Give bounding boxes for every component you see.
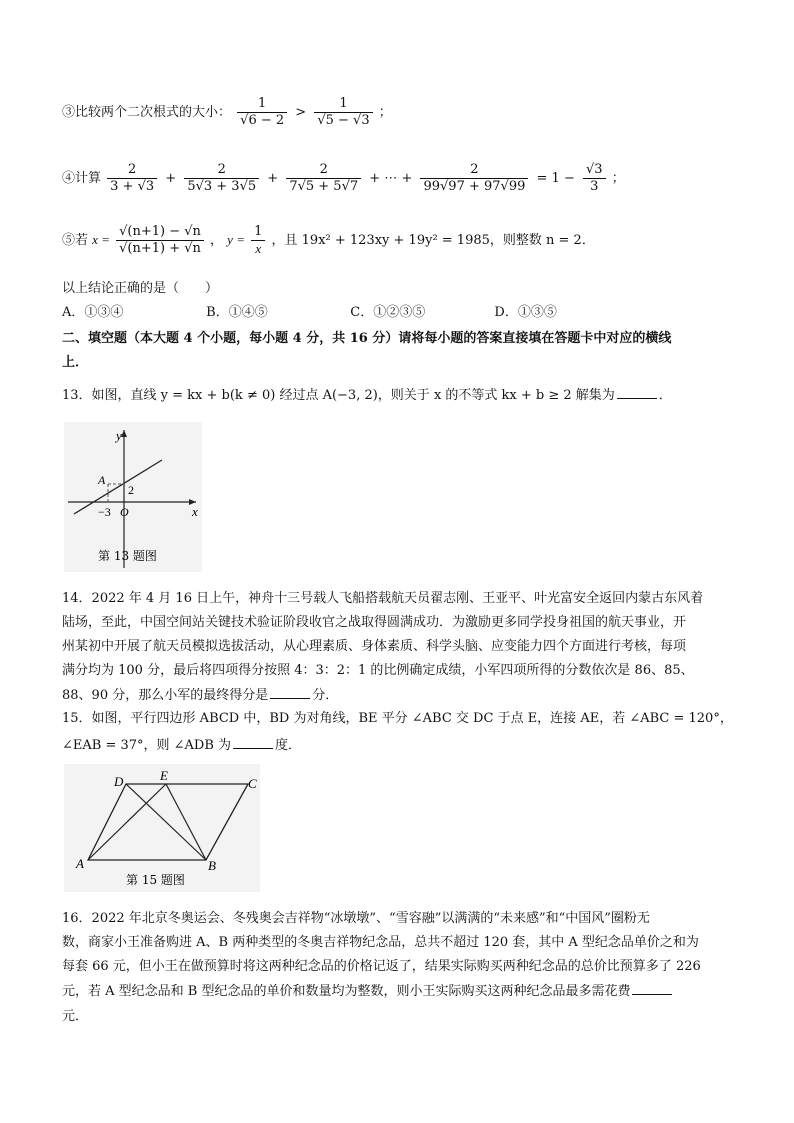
numerator: 1 xyxy=(237,96,287,113)
y-equals: y = xyxy=(227,232,245,247)
fraction xyxy=(286,162,361,195)
q16-line-5: 元． xyxy=(62,1009,89,1024)
q14-line-1: 14．2022 年 4 月 16 日上午，神舟十三号载人飞船搭载航天员翟志刚、王亚平、叶光富安全返回内蒙古东风着 xyxy=(62,591,704,606)
option-b[interactable]: B．①④⑤ xyxy=(206,305,268,320)
figure-13 xyxy=(64,422,202,572)
unit: 分． xyxy=(312,688,339,703)
q16-line-3: 每套 66 元，但小王在做预算时将这两种纪念品的价格记返了，结果实际购买两种纪念品的总价比预算多了 226 xyxy=(62,959,701,974)
q16-stem-end: 元，若 A 型纪念品和 B 型纪念品的单价和数量均为整数，则小王实际购买这两种纪念品最多需花费 xyxy=(62,984,631,999)
q16-line-1: 16．2022 年北京冬奥运会、冬残奥会吉祥物“冰墩墩”、“雪容融”以满满的“未来感”和“中国风”圈粉无 xyxy=(62,911,650,926)
q16-line-2: 数，商家小王准备购进 A、B 两种类型的冬奥吉祥物纪念品，总共不超过 120 套，其中 A 型纪念品单价之和为 xyxy=(62,935,699,950)
numerator: 1 xyxy=(314,96,372,113)
q13-stem: 13．如图，直线 y = kx + b(k ≠ 0) 经过点 A(−3, 2)，则关于 x 的不等式 kx + b ≥ 2 解集为 xyxy=(62,388,615,403)
denominator: √5 − √3 xyxy=(317,113,370,128)
q14-stem-end: 88、90 分，那么小军的最终得分是 xyxy=(62,688,269,703)
point-a-label: A xyxy=(98,473,106,487)
fraction xyxy=(184,162,259,195)
denominator: 3 + √3 xyxy=(110,179,155,194)
q14-line-5 xyxy=(62,686,338,705)
section-2-title-cont: 上． xyxy=(62,355,89,370)
item-5 xyxy=(62,224,595,257)
x-equals: x = xyxy=(92,232,110,247)
vertex-b-label: B xyxy=(208,858,216,873)
answer-blank[interactable] xyxy=(270,686,310,699)
condition-text: ，且 19x² + 123xy + 19y² = 1985，则整数 n = 2． xyxy=(271,233,595,248)
q14-line-3: 州某初中开展了航天员模拟选拔活动，从心理素质、身体素质、科学头脑、应变能力四个方面进行考核，每项 xyxy=(62,639,687,654)
figure-15-parallelogram xyxy=(64,764,260,892)
punct: ； xyxy=(378,105,392,120)
fraction xyxy=(107,162,157,195)
fraction xyxy=(237,96,287,129)
denominator: 7√5 + 5√7 xyxy=(289,179,359,194)
fraction xyxy=(420,162,528,195)
answer-blank[interactable] xyxy=(233,736,273,749)
x-axis-label: x xyxy=(192,504,198,519)
figure-15 xyxy=(64,764,260,892)
figure-13-graph xyxy=(64,422,202,572)
denominator: 99√97 + 97√99 xyxy=(423,179,526,194)
y-axis-label: y xyxy=(116,428,122,443)
vertex-a-label: A xyxy=(76,856,84,871)
q14-line-2: 陆场，至此，中国空间站关键技术验证阶段收官之战取得圆满成功．为激励更多同学投身祖国的航天事业，开 xyxy=(62,615,687,630)
item-4-label: ④计算 xyxy=(62,171,102,186)
option-a[interactable]: A．①③④ xyxy=(62,305,124,320)
origin-label: O xyxy=(120,505,129,519)
punct: ； xyxy=(611,171,625,186)
denominator: √(n+1) + √n xyxy=(119,241,201,256)
numerator: 2 xyxy=(184,162,259,179)
numerator: 2 xyxy=(286,162,361,179)
q16-line-4 xyxy=(62,982,674,1001)
item-5-label: ⑤若 xyxy=(62,233,89,248)
vertex-c-label: C xyxy=(248,776,257,791)
fraction xyxy=(251,224,265,257)
option-d[interactable]: D．①③⑤ xyxy=(494,305,557,320)
figure-13-caption: 第 13 题图 xyxy=(98,549,157,563)
punct: ， xyxy=(210,233,224,248)
tick-y-2: 2 xyxy=(128,483,134,497)
options-row xyxy=(62,304,634,322)
numerator: 2 xyxy=(107,162,157,179)
q15-line-2 xyxy=(62,736,301,755)
denominator: 5√3 + 3√5 xyxy=(187,179,257,194)
unit: 度． xyxy=(275,738,302,753)
section-2-title: 二、填空题（本大题 4 个小题，每小题 4 分，共 16 分）请将每小题的答案直接填在答题卡中对应的横线 xyxy=(62,331,672,346)
numerator: 1 xyxy=(251,224,265,241)
fraction xyxy=(116,224,204,257)
answer-blank[interactable] xyxy=(617,386,657,399)
denominator: 3 xyxy=(590,179,599,194)
numerator: 2 xyxy=(420,162,528,179)
option-c[interactable]: C．①②③⑤ xyxy=(350,305,426,320)
q15-line-1: 15．如图，平行四边形 ABCD 中，BD 为对角线，BE 平分 ∠ABC 交 DC 于点 E，连接 AE，若 ∠ABC = 120°， xyxy=(62,711,733,726)
q13-text xyxy=(62,386,672,405)
vertex-d-label: D xyxy=(114,774,124,789)
item-3 xyxy=(62,96,392,129)
fraction xyxy=(314,96,372,129)
item-4: ④计算 $\frac{2}{3 + √3}$ + $\frac{2}{5√3 + 3√5}$ + $\frac{2}{7√5 + 5√7}$ + ⋯ + $\frac{2}{99√97 + 97√99}$ = 1 − $\frac{√3}{3}$ ； xyxy=(62,162,625,194)
answer-blank[interactable] xyxy=(632,982,672,995)
relation: > xyxy=(295,105,307,120)
punct: ． xyxy=(658,388,672,403)
item-3-label: ③比较两个二次根式的大小： xyxy=(62,105,232,120)
q14-line-4: 满分均为 100 分，最后将四项得分按照 4：3：2：1 的比例确定成绩，小军四项所得的分数依次是 86、85、 xyxy=(62,663,694,678)
figure-15-caption: 第 15 题图 xyxy=(126,873,185,887)
fraction xyxy=(583,162,606,195)
q15-stem-end: ∠EAB = 37°，则 ∠ADB 为 xyxy=(62,738,232,753)
equals: = 1 − xyxy=(536,171,575,186)
numerator: √(n+1) − √n xyxy=(116,224,204,241)
point-e-label: E xyxy=(160,768,168,783)
denominator: √6 − 2 xyxy=(240,113,285,128)
denominator: x xyxy=(255,241,262,256)
tick-x-neg3: −3 xyxy=(98,505,111,519)
ellipsis: + ⋯ + xyxy=(369,171,413,186)
question-stem: 以上结论正确的是（ ） xyxy=(62,281,219,296)
numerator: √3 xyxy=(583,162,606,179)
